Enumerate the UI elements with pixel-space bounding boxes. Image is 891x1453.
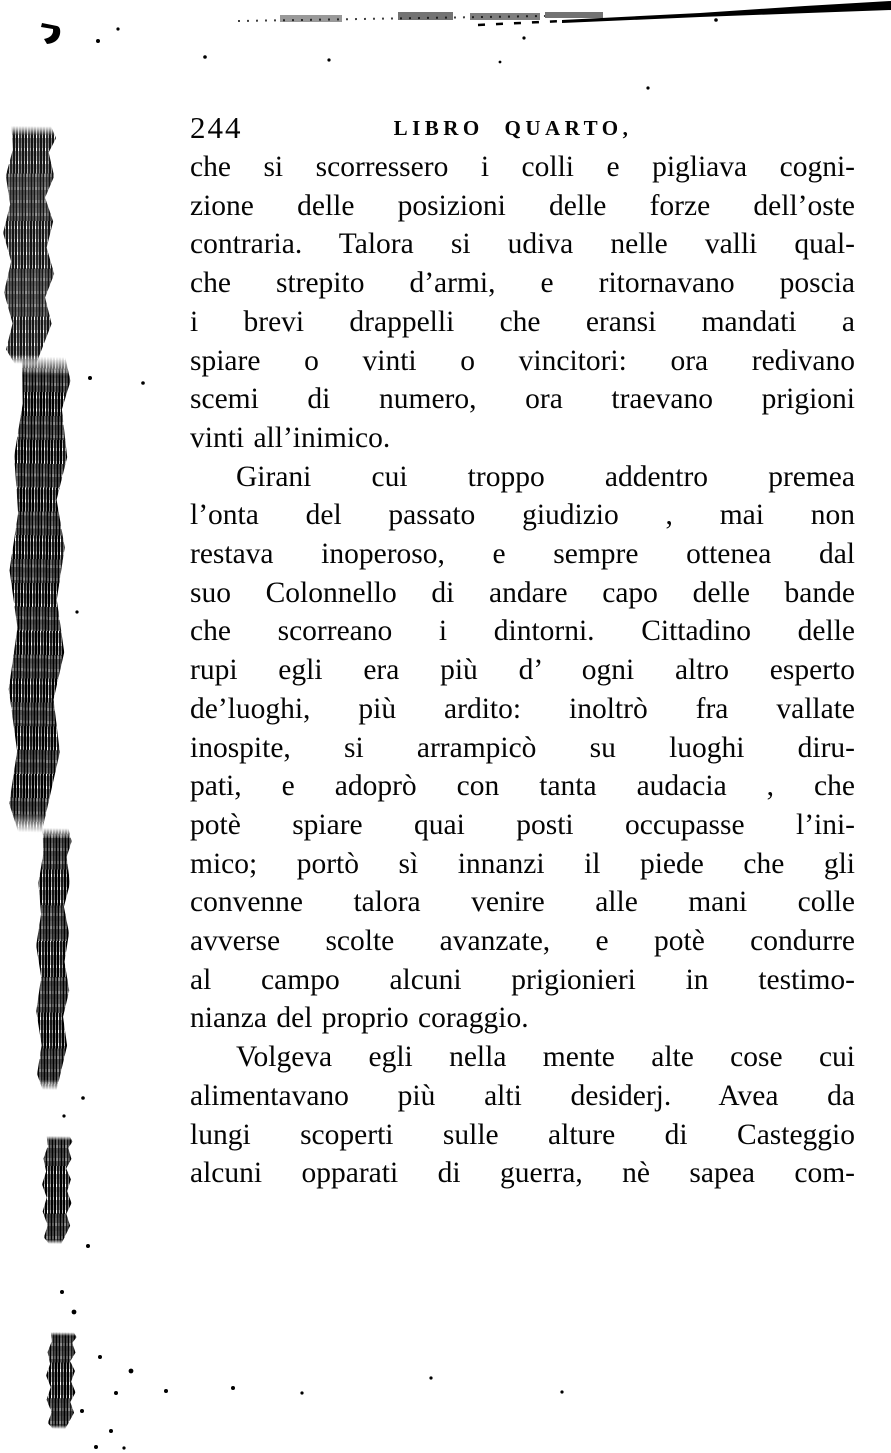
page-number: 244 <box>190 110 243 145</box>
page-text <box>190 148 855 1193</box>
binding-smudge-artifact <box>45 1332 76 1429</box>
text-line: vinti all’inimico. <box>190 421 391 454</box>
binding-smudge-artifact <box>34 828 72 1090</box>
text-line: alcuni opparati di guerra, nè sapea com- <box>190 1157 855 1190</box>
text-line: nianza del proprio coraggio. <box>190 1002 529 1035</box>
page-header <box>190 110 855 152</box>
text-line: Girani cui troppo addentro premea <box>236 460 855 493</box>
text-line: de’luoghi, più ardito: inoltrò fra vallate <box>190 692 855 725</box>
text-line: che strepito d’armi, e ritornavano poscia <box>190 267 855 300</box>
text-line: lungi scoperti sulle alture di Casteggio <box>190 1118 855 1151</box>
text-line: alimentavano più alti desiderj. Avea da <box>190 1079 855 1112</box>
text-line: inospite, si arrampicò su luoghi diru- <box>190 731 855 764</box>
text-line: Volgeva egli nella mente alte cose cui <box>236 1041 855 1074</box>
text-line: pati, e adoprò con tanta audacia , che <box>190 770 855 803</box>
text-line: contraria. Talora si udiva nelle valli qual- <box>190 228 855 261</box>
binding-smudge-artifact <box>41 1136 72 1244</box>
text-line: mico; portò sì innanzi il piede che gli <box>190 847 855 880</box>
text-line: i brevi drappelli che eransi mandati a <box>190 305 855 338</box>
text-line: che scorreano i dintorni. Cittadino delle <box>190 615 855 648</box>
text-line: avverse scolte avanzate, e potè condurre <box>190 925 855 958</box>
text-line: rupi egli era più d’ ogni altro esperto <box>190 654 855 687</box>
text-line: restava inoperoso, e sempre ottenea dal <box>190 538 855 571</box>
text-line: spiare o vinti o vincitori: ora redivano <box>190 344 855 377</box>
text-line: zione delle posizioni delle forze dell’oste <box>190 189 855 222</box>
text-line: che si scorressero i colli e pigliava cogni- <box>190 151 855 183</box>
text-line: l’onta del passato giudizio , mai non <box>190 499 855 532</box>
running-header: LIBRO QUARTO, <box>393 116 633 140</box>
text-line: suo Colonnello di andare capo delle bande <box>190 576 855 609</box>
binding-smudge-artifact <box>2 126 56 365</box>
text-line: al campo alcuni prigionieri in testimo- <box>190 963 855 996</box>
text-line: scemi di numero, ora traevano prigioni <box>190 383 855 416</box>
binding-smudge-artifact <box>4 356 71 833</box>
text-line: potè spiare quai posti occupasse l’ini- <box>190 808 855 841</box>
text-line: convenne talora venire alle mani colle <box>190 886 855 919</box>
